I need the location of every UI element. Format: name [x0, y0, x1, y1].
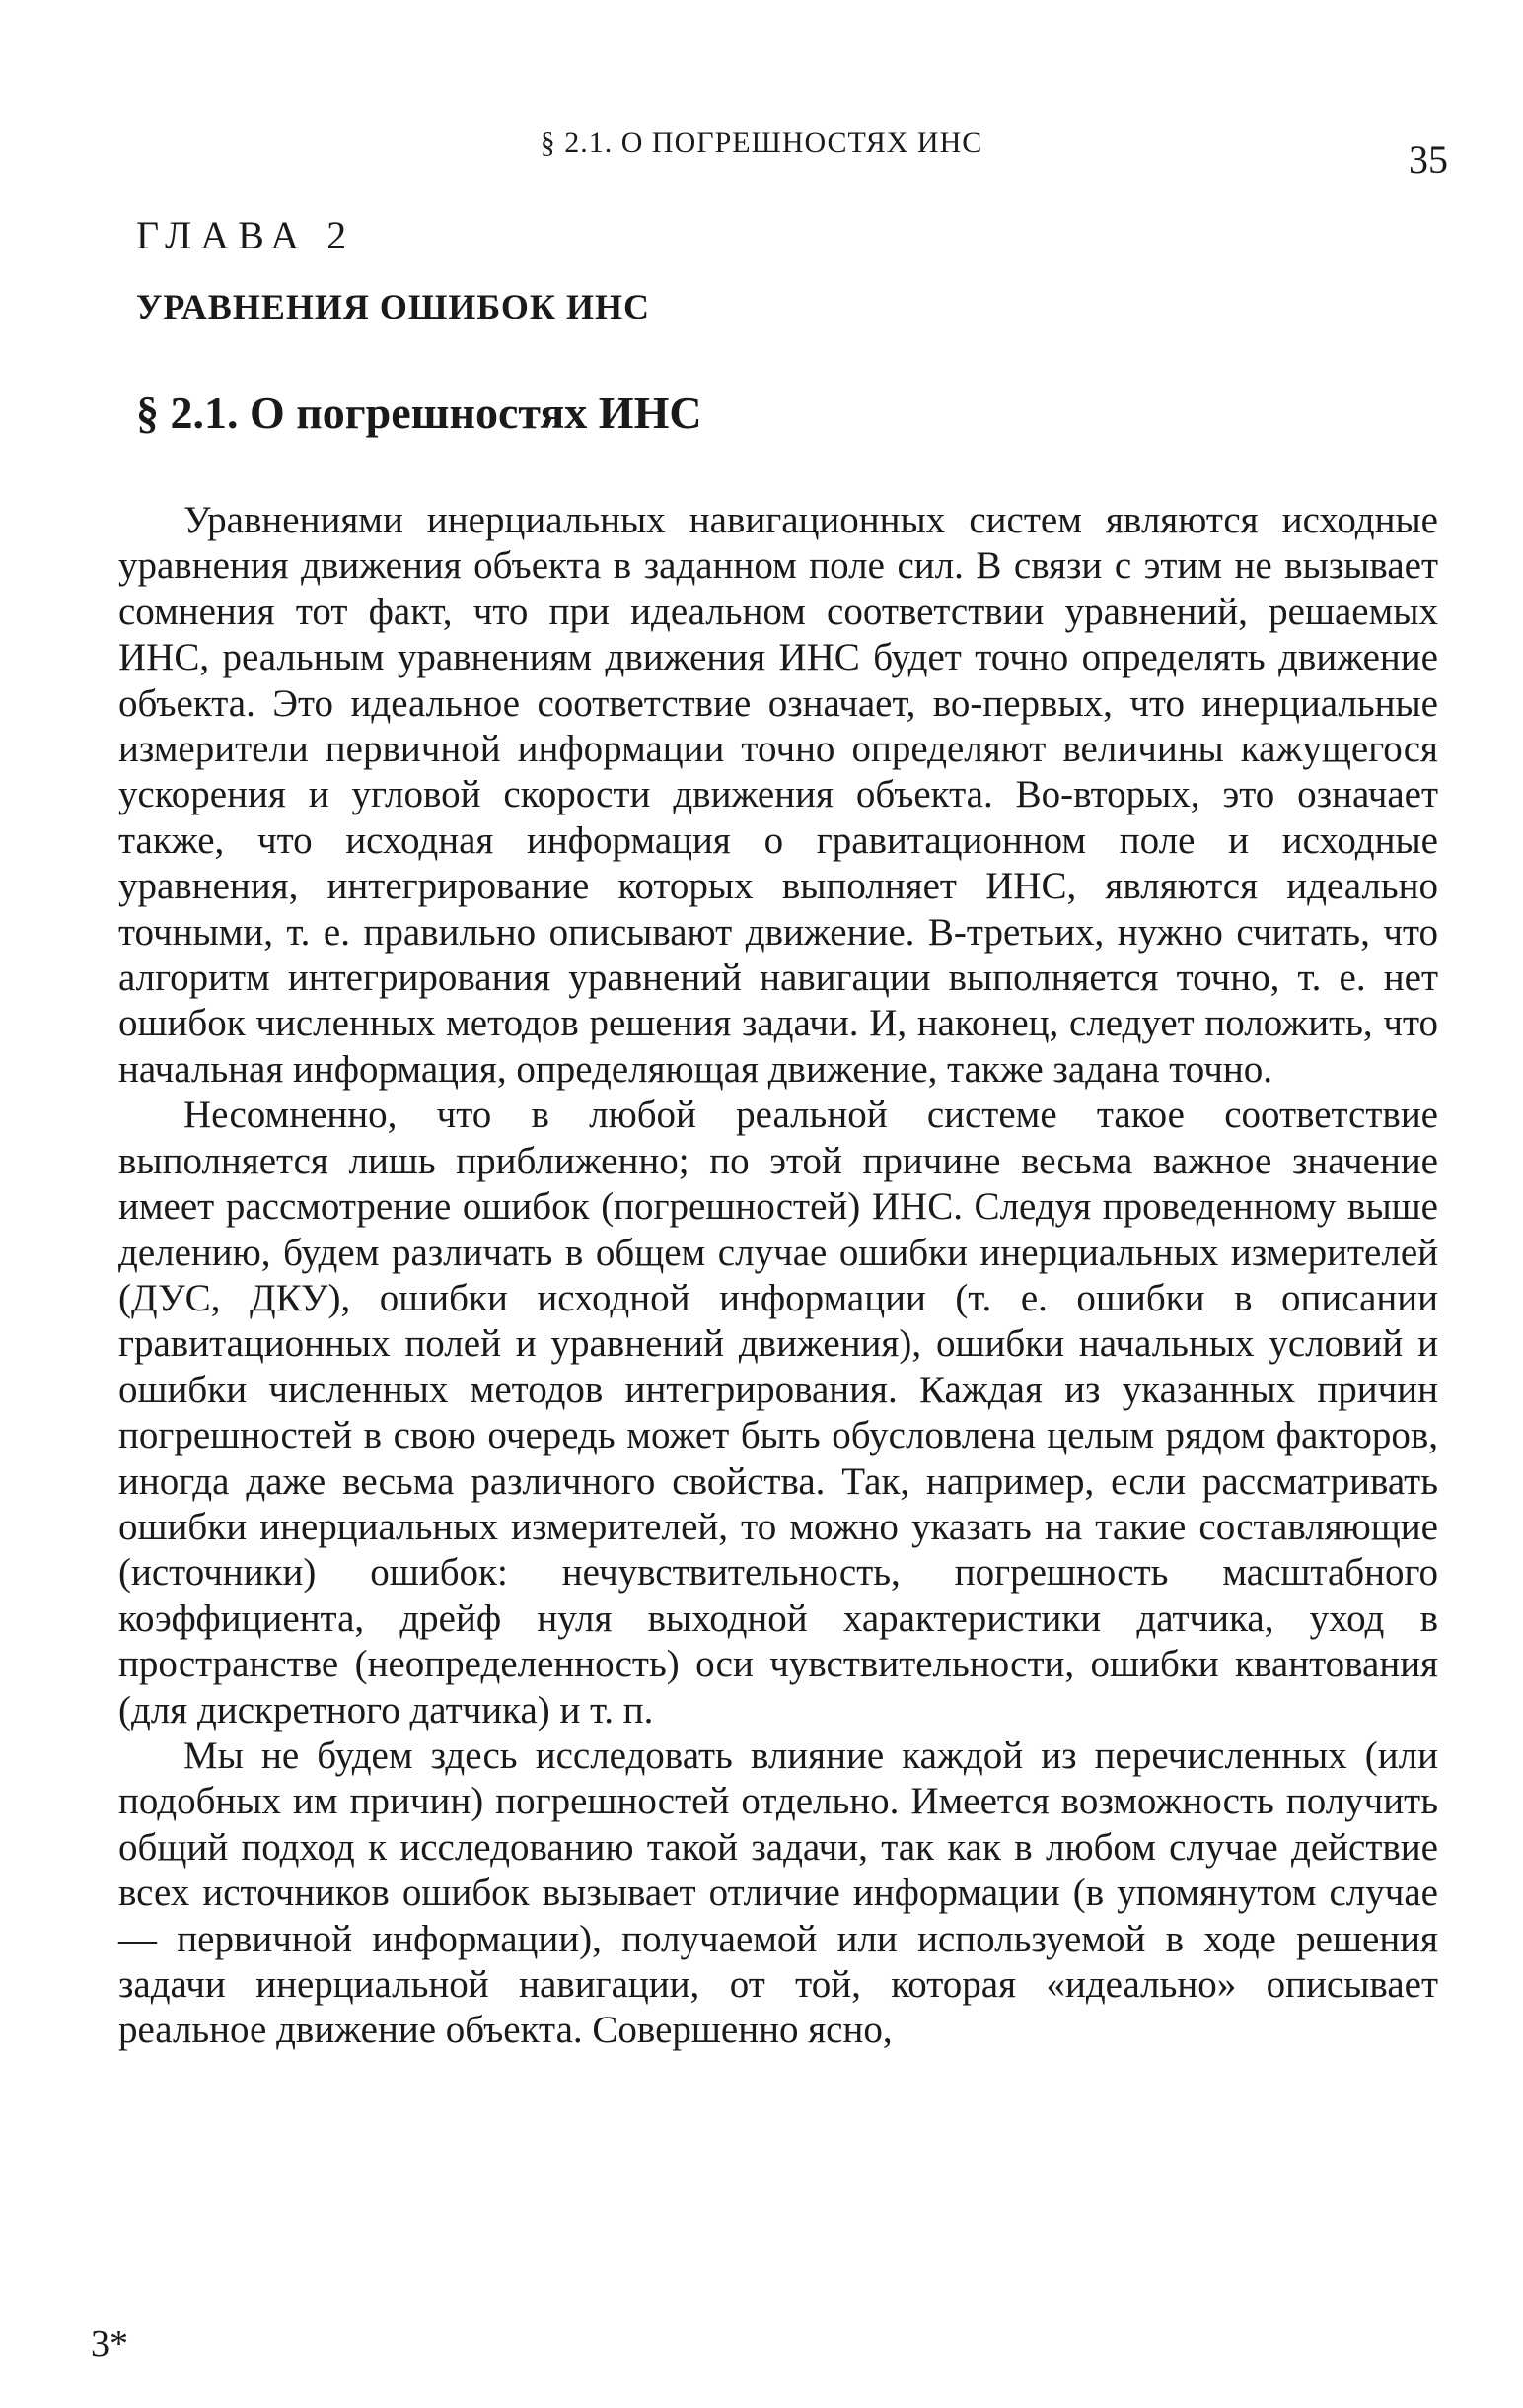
signature-mark: 3* — [91, 2323, 128, 2365]
paragraph-1: Уравнениями инерциальных навигационных систем являются исходные уравнения движения объекта в заданном поле сил. В связи с этим не вызывает сомнения тот факт, что при идеальном соответствии уравнений, решаемых ИНС, реальным уравнениям движения ИНС будет точно определять движение объекта. Это идеальное соответствие означает, во-первых, что инерциальные измерители первичной информации точно определяют величины кажущегося ускорения и угловой скорости движения объекта. Во-вторых, это означает также, что исходная информация о гравитационном поле и исходные уравнения, интегрирование которых выполняет ИНС, являются идеально точными, т. е. правильно описывают движение. В-третьих, нужно считать, что алгоритм интегрирования уравнений навигации выполняется точно, т. е. нет ошибок численных методов решения задачи. И, наконец, следует положить, что начальная информация, определяющая движение, также задана точно. — [118, 499, 1438, 1091]
chapter-title: УРАВНЕНИЯ ОШИБОК ИНС — [136, 287, 651, 326]
running-head: § 2.1. О ПОГРЕШНОСТЯХ ИНС — [540, 126, 983, 159]
chapter-label: ГЛАВА 2 — [136, 213, 356, 257]
body-text — [118, 498, 1438, 2054]
paragraph-3: Мы не будем здесь исследовать влияние каждой из перечисленных (или подобных им причин) погрешностей отдельно. Имеется возможность получить общий подход к исследованию такой задачи, так как в любом случае действие всех источников ошибок вызывает отличие информации (в упомянутом случае — первичной информации), получаемой или используемой в ходе решения задачи инерциальной навигации, от той, которая «идеально» описывает реальное движение объекта. Совершенно ясно, — [118, 1734, 1438, 2052]
section-title: § 2.1. О погрешностях ИНС — [136, 388, 702, 438]
page-number: 35 — [1409, 137, 1448, 181]
paragraph-2: Несомненно, что в любой реальной системе такое соответствие выполняется лишь приближенно; по этой причине весьма важное значение имеет рассмотрение ошибок (погрешностей) ИНС. Следуя проведенному выше делению, будем различать в общем случае ошибки инерциальных измерителей (ДУС, ДКУ), ошибки исходной информации (т. е. ошибки в описании гравитационных полей и уравнений движения), ошибки начальных условий и ошибки численных методов интегрирования. Каждая из указанных причин погрешностей в свою очередь может быть обусловлена целым рядом факторов, иногда даже весьма различного свойства. Так, например, если рассматривать ошибки инерциальных измерителей, то можно указать на такие составляющие (источники) ошибок: нечувствительность, погрешность масштабного коэффициента, дрейф нуля выходной характеристики датчика, уход в пространстве (неопределенность) оси чувствительности, ошибки квантования (для дискретного датчика) и т. п. — [118, 1094, 1438, 1732]
